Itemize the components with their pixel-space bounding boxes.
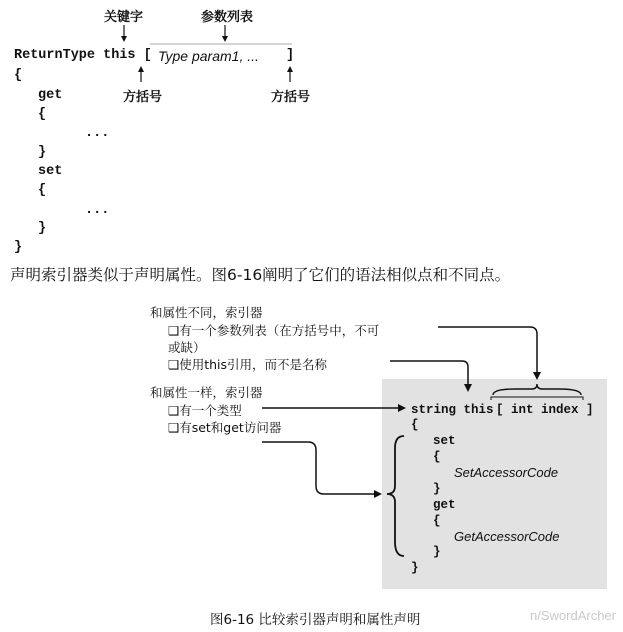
watermark: n/SwordArcher — [530, 608, 616, 623]
code-sig-b: [ int index ] — [496, 403, 594, 417]
code-get-body: GetAccessorCode — [454, 529, 560, 544]
get-body: ... — [85, 126, 110, 141]
sig-params: Type param1, ... — [158, 48, 259, 64]
same-heading: 和属性一样，索引器 — [150, 385, 263, 400]
label-bracket-right: 方括号 — [271, 90, 311, 105]
code-open-brace: { — [411, 418, 419, 432]
label-keyword: 关键字 — [104, 10, 144, 25]
set-keyword: set — [38, 164, 63, 179]
get-keyword: get — [38, 88, 63, 103]
get-open-brace: { — [38, 107, 47, 122]
diff-heading: 和属性不同，索引器 — [150, 305, 263, 320]
diff-item-1: ❑有一个参数列表（在方括号中，不可 — [168, 323, 380, 338]
code-set-close: } — [433, 482, 441, 496]
same-item-1: ❑有一个类型 — [168, 403, 242, 418]
sig-close-bracket: ] — [286, 48, 295, 63]
sig-return-type: ReturnType this [ — [14, 48, 152, 63]
set-body: ... — [85, 203, 110, 218]
code-set-body: SetAccessorCode — [454, 465, 559, 480]
open-brace: { — [14, 68, 23, 83]
code-get-close: } — [433, 545, 441, 559]
close-brace: } — [14, 240, 23, 255]
label-param-list: 参数列表 — [201, 10, 254, 25]
code-get-open: { — [433, 514, 441, 528]
diff-item-1-cont: 或缺） — [168, 340, 206, 355]
code-set-open: { — [433, 450, 441, 464]
code-get: get — [433, 498, 456, 512]
body-paragraph: 声明索引器类似于声明属性。图6-16阐明了它们的语法相似点和不同点。 — [10, 266, 511, 284]
get-close-brace: } — [38, 145, 47, 160]
code-set: set — [433, 434, 456, 448]
label-bracket-left: 方括号 — [123, 90, 163, 105]
set-close-brace: } — [38, 221, 47, 236]
figure-caption: 图6-16 比较索引器声明和属性声明 — [210, 612, 421, 628]
set-open-brace: { — [38, 183, 47, 198]
diff-item-2: ❑使用this引用，而不是名称 — [168, 357, 328, 372]
code-sig-a: string this — [411, 403, 494, 417]
code-close-brace: } — [411, 561, 419, 575]
same-item-2: ❑有set和get访问器 — [168, 420, 282, 435]
